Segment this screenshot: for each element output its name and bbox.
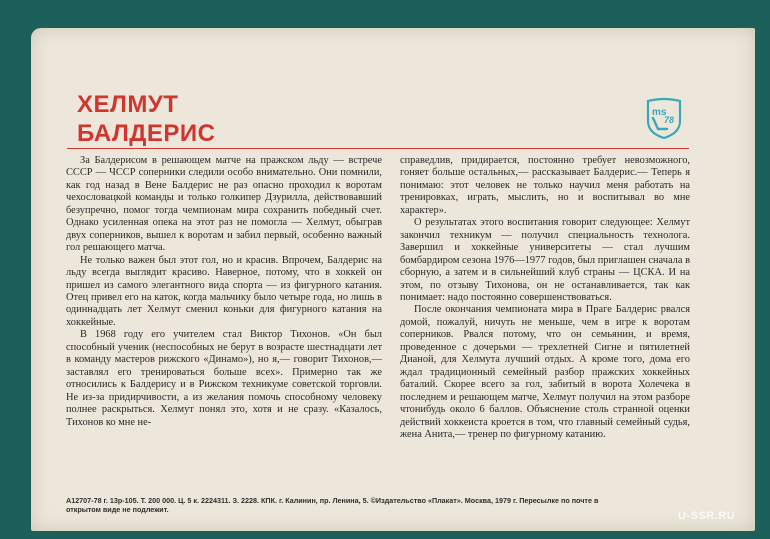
svg-text:78: 78	[664, 115, 675, 125]
imprint-footer	[66, 496, 686, 514]
paragraph: О результатах этого воспитания говорит следующее: Хелмут закончил техникум — получил специальность технолога. Завершил и хоккейные университеты — стал лучшим бомбардиром сезона 1976—1977 годов, был приглашен сначала в сборную, а затем и в сильнейший клуб страны — ЦСКА. И на этом, по отзыву Тихонова, он не останавливается, так как понимает: надо постоянно совершенствоваться.	[400, 217, 690, 303]
site-watermark: U-SSR.RU	[678, 510, 736, 522]
imprint-line: А12707-78 г. 13р-105. Т. 200 000. Ц. 5 к. 2224311. З. 2228. КПК. г. Калинин, пр. Ленина, 5. ©Издательство «Плакат». Москва, 1979 г. Пересылке по почте в	[66, 496, 599, 505]
title-divider	[67, 148, 689, 149]
article-right-column	[400, 155, 690, 441]
imprint-line: открытом виде не подлежит.	[66, 505, 169, 514]
paragraph: После окончания чемпионата мира в Праге Балдерис рвался домой, пожалуй, ничуть не меньше, чем в игре к воротам соперников. Рвался потому, что он семьянин, и время, проведенное с дочерьми — трехлетней Сигне и пятилетней Дианой, для Хелмута лучший отдых. А кроме того, дома его ждал традиционный семейный разбор пражских хоккейных баталий. Скорее всего за гол, забитый в ворота Холечека в последнем и решающем матче, Хелмут получил на этом разборе чтонибудь около 6 баллов. Объяснение столь странной оценки действий хоккеиста кроется в том, что главный семейный судья, жена Анита,— тренер по фигурному катанию.	[400, 304, 690, 440]
title-first-name: ХЕЛМУТ	[77, 91, 179, 118]
ms78-logo-icon	[645, 97, 683, 139]
title-last-name: БАЛДЕРИС	[77, 120, 216, 147]
paragraph: Не только важен был этот гол, но и красив. Впрочем, Балдерис на льду всегда выглядит красиво. Наверное, потому, что в хоккей он пришел из самого элегантного вида спорта — из фигурного катания. Отец привел его на каток, когда мальчику было четыре года, но лишь в одиннадцать лет Хелмут сменил коньки для фигурного катания на хоккейные.	[66, 254, 382, 328]
paragraph: За Балдерисом в решающем матче на пражском льду — встрече СССР — ЧССР соперники следили особо внимательно. Они помнили, как год назад в Вене Балдерис не раз опасно проходил к воротам чехословацкой команды и только голкипер Дзурилла, действовавший безупречно, помог тогда чемпионам мира сохранить победный счет. Однако усиленная опека на этот раз не помогла — Хелмут, обыграв двух соперников, вышел к воротам и забил первый, особенно важный гол решающего матча.	[66, 155, 382, 254]
svg-text:ms: ms	[652, 107, 667, 118]
paragraph: справедлив, придирается, постоянно требует невозможного, гоняет больше остальных,— рассказывает Балдерис.— Теперь я понимаю: этот человек не только научил меня работать на тренировках, играть, мыслить, но и воспитывал во мне характер».	[400, 155, 690, 216]
paragraph: В 1968 году его учителем стал Виктор Тихонов. «Он был способный ученик (неспособных не берут в возрасте шестнадцати лет в команду мастеров рижского «Динамо»), но я,— говорит Тихонов,— заставлял его тренироваться больше всех». Примерно так же относились к Балдерису и в Рижском техникуме советской торговли. Не из-за придирчивости, а из желания помочь способному человеку полнее раскрыться. Хелмут понял это, хотя и не сразу. «Казалось, Тихонов ко мне не-	[66, 329, 382, 428]
article-left-column	[66, 155, 382, 429]
